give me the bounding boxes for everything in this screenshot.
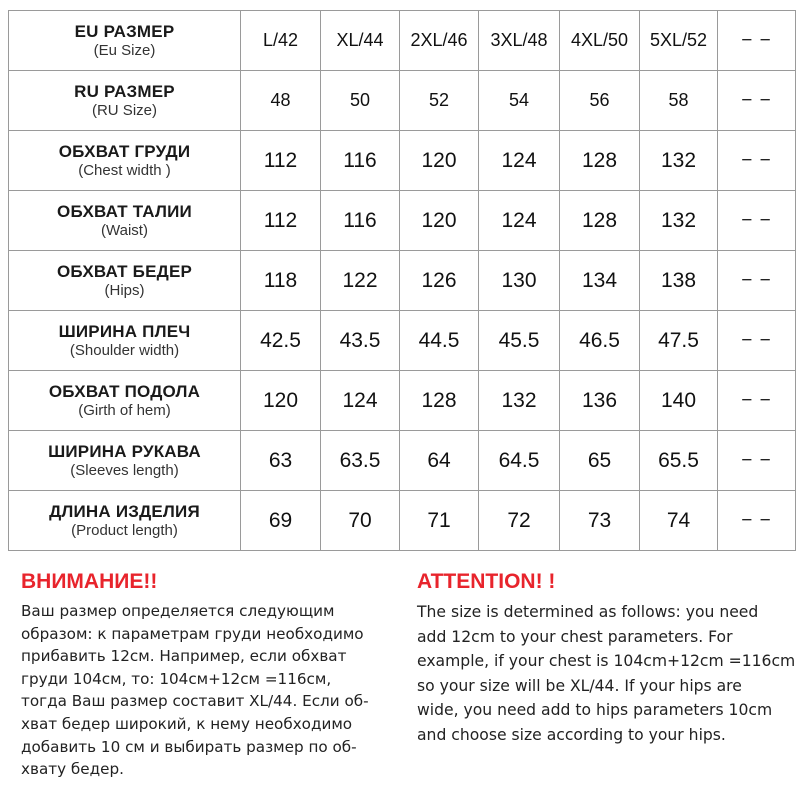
attention-title-en: ATTENTION! ! bbox=[417, 570, 556, 593]
table-cell: 74 bbox=[640, 491, 718, 551]
row-label-en: (Product length) bbox=[71, 522, 178, 539]
table-cell: 42.5 bbox=[241, 311, 321, 371]
row-label-en: (Shoulder width) bbox=[69, 342, 180, 359]
table-row-hips bbox=[9, 251, 796, 311]
table-cell: 3XL/48 bbox=[479, 11, 560, 71]
row-label bbox=[9, 71, 241, 131]
table-cell: 71 bbox=[400, 491, 479, 551]
empty-size-cell: − − bbox=[718, 71, 796, 131]
row-label-ru: ОБХВАТ ТАЛИИ bbox=[57, 202, 192, 221]
row-label bbox=[9, 491, 241, 551]
table-cell: 69 bbox=[241, 491, 321, 551]
table-cell: XL/44 bbox=[321, 11, 400, 71]
table-row-chest-width bbox=[9, 131, 796, 191]
row-label-en: (RU Size) bbox=[91, 102, 157, 119]
table-cell: 118 bbox=[241, 251, 321, 311]
row-label-ru: RU РАЗМЕР bbox=[74, 82, 175, 101]
row-label-ru: ШИРИНА ПЛЕЧ bbox=[58, 322, 191, 341]
table-cell: 48 bbox=[241, 71, 321, 131]
table-cell: 65 bbox=[560, 431, 640, 491]
row-label bbox=[9, 131, 241, 191]
empty-size-cell: − − bbox=[718, 131, 796, 191]
row-label-en: (Chest width ) bbox=[78, 162, 171, 179]
table-cell: 112 bbox=[241, 131, 321, 191]
table-cell: L/42 bbox=[241, 11, 321, 71]
table-cell: 130 bbox=[479, 251, 560, 311]
table-cell: 128 bbox=[560, 131, 640, 191]
table-cell: 47.5 bbox=[640, 311, 718, 371]
table-row-ru-size bbox=[9, 71, 796, 131]
attention-body-en: The size is determined as follows: you need add 12cm to your chest parameters. For example, if your chest is 104cm+12cm =116cm so your size will be XL/44. If your hips are wide, you need add to hips parameters 10cm and choose size according to your hips. bbox=[417, 603, 796, 744]
row-label bbox=[9, 371, 241, 431]
attention-note-en bbox=[417, 568, 797, 748]
table-cell: 132 bbox=[640, 191, 718, 251]
table-cell: 132 bbox=[640, 131, 718, 191]
table-cell: 63.5 bbox=[321, 431, 400, 491]
attention-title-ru: ВНИМАНИЕ!! bbox=[21, 570, 158, 593]
table-row-shoulder-width bbox=[9, 311, 796, 371]
table-cell: 120 bbox=[400, 131, 479, 191]
table-cell: 46.5 bbox=[560, 311, 640, 371]
table-row-sleeves-length bbox=[9, 431, 796, 491]
attention-note-ru bbox=[21, 568, 406, 781]
table-cell: 44.5 bbox=[400, 311, 479, 371]
row-label-ru: EU РАЗМЕР bbox=[74, 22, 175, 41]
table-cell: 5XL/52 bbox=[640, 11, 718, 71]
row-label bbox=[9, 431, 241, 491]
table-cell: 4XL/50 bbox=[560, 11, 640, 71]
table-cell: 58 bbox=[640, 71, 718, 131]
table-cell: 45.5 bbox=[479, 311, 560, 371]
row-label-en: (Waist) bbox=[101, 222, 148, 239]
size-chart-table bbox=[8, 10, 796, 551]
empty-size-cell: − − bbox=[718, 251, 796, 311]
size-chart-body bbox=[9, 11, 796, 551]
table-cell: 72 bbox=[479, 491, 560, 551]
table-cell: 132 bbox=[479, 371, 560, 431]
row-label-en: (Sleeves length) bbox=[70, 462, 179, 479]
table-cell: 50 bbox=[321, 71, 400, 131]
empty-size-cell: − − bbox=[718, 491, 796, 551]
table-cell: 63 bbox=[241, 431, 321, 491]
table-cell: 65.5 bbox=[640, 431, 718, 491]
row-label-en: (Eu Size) bbox=[93, 42, 156, 59]
table-cell: 56 bbox=[560, 71, 640, 131]
row-label bbox=[9, 191, 241, 251]
table-cell: 124 bbox=[479, 191, 560, 251]
table-row-eu-size bbox=[9, 11, 796, 71]
table-row-product-length bbox=[9, 491, 796, 551]
table-cell: 54 bbox=[479, 71, 560, 131]
table-cell: 126 bbox=[400, 251, 479, 311]
table-cell: 128 bbox=[560, 191, 640, 251]
table-cell: 120 bbox=[400, 191, 479, 251]
table-row-waist bbox=[9, 191, 796, 251]
empty-size-cell: − − bbox=[718, 431, 796, 491]
row-label bbox=[9, 311, 241, 371]
table-cell: 124 bbox=[321, 371, 400, 431]
table-cell: 116 bbox=[321, 131, 400, 191]
table-cell: 64 bbox=[400, 431, 479, 491]
empty-size-cell: − − bbox=[718, 371, 796, 431]
table-cell: 122 bbox=[321, 251, 400, 311]
table-cell: 2XL/46 bbox=[400, 11, 479, 71]
table-cell: 128 bbox=[400, 371, 479, 431]
table-cell: 140 bbox=[640, 371, 718, 431]
empty-size-cell: − − bbox=[718, 311, 796, 371]
table-cell: 136 bbox=[560, 371, 640, 431]
row-label-en: (Girth of hem) bbox=[78, 402, 171, 419]
row-label bbox=[9, 251, 241, 311]
row-label-ru: ОБХВАТ ГРУДИ bbox=[58, 142, 191, 161]
table-cell: 73 bbox=[560, 491, 640, 551]
row-label bbox=[9, 11, 241, 71]
row-label-ru: ШИРИНА РУКАВА bbox=[48, 442, 201, 461]
table-cell: 43.5 bbox=[321, 311, 400, 371]
row-label-ru: ДЛИНА ИЗДЕЛИЯ bbox=[49, 502, 200, 521]
table-row-girth-of-hem bbox=[9, 371, 796, 431]
table-cell: 116 bbox=[321, 191, 400, 251]
table-cell: 120 bbox=[241, 371, 321, 431]
attention-body-ru: Ваш размер определяется следующим образом: к параметрам груди необходимо прибавить 12см. Например, если обхват груди 104см, то: 104см+12см =116см, тогда Ваш размер составит XL/44. Если об- хват бедер широкий, к нему необходимо добавить 10 см и выбирать размер по об- хвату бедер. bbox=[21, 602, 369, 779]
row-label-ru: ОБХВАТ ПОДОЛА bbox=[48, 382, 201, 401]
empty-size-cell: − − bbox=[718, 191, 796, 251]
table-cell: 134 bbox=[560, 251, 640, 311]
table-cell: 124 bbox=[479, 131, 560, 191]
empty-size-cell: − − bbox=[718, 11, 796, 71]
row-label-en: (Hips) bbox=[104, 282, 145, 299]
table-cell: 70 bbox=[321, 491, 400, 551]
row-label-ru: ОБХВАТ БЕДЕР bbox=[56, 262, 193, 281]
table-cell: 138 bbox=[640, 251, 718, 311]
table-cell: 64.5 bbox=[479, 431, 560, 491]
table-cell: 112 bbox=[241, 191, 321, 251]
table-cell: 52 bbox=[400, 71, 479, 131]
